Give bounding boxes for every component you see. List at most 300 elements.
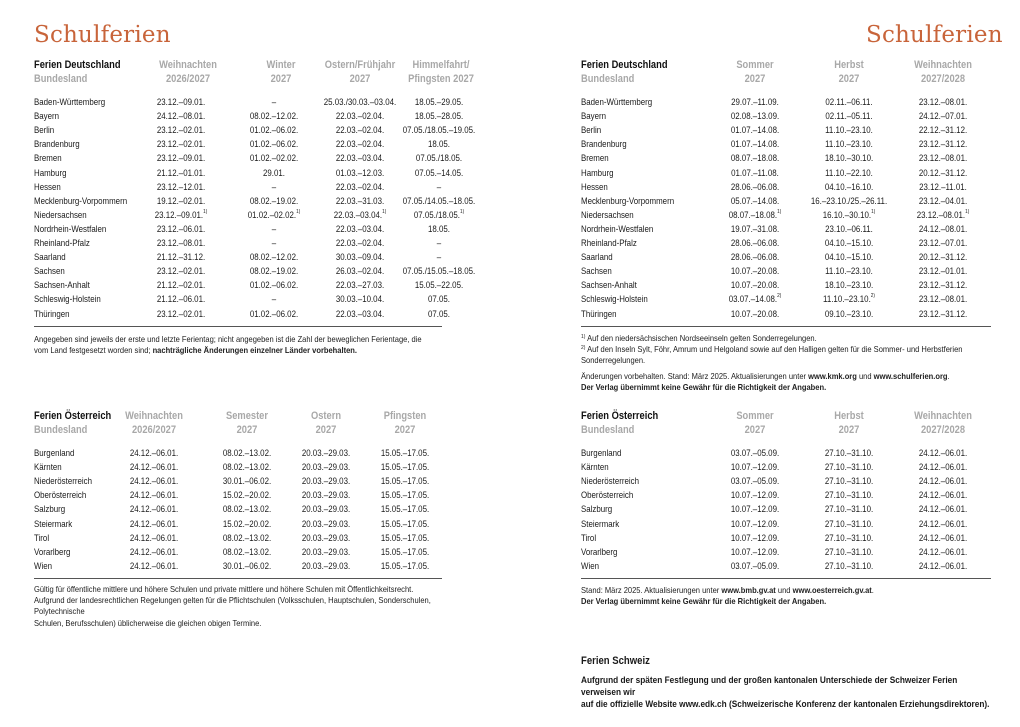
cell-text: 24.12.–06.01.	[918, 546, 968, 557]
cell-date	[797, 559, 900, 573]
cell-date	[129, 166, 232, 180]
link-schulferien[interactable]: www.schulferien.org	[873, 370, 948, 381]
cell-text: 10.07.–20.08.	[730, 308, 780, 319]
cell-date	[102, 446, 205, 460]
table-rule	[581, 578, 991, 579]
footnote-mark: 1)	[965, 208, 970, 215]
header-line-2: 2027/2028	[920, 72, 966, 85]
cell-date	[797, 250, 900, 264]
cell-text: Bremen	[34, 153, 62, 164]
cell-region	[34, 208, 87, 222]
header-column-4	[388, 59, 494, 86]
cell-text: 24.12.–06.01.	[129, 518, 179, 529]
cell-text: 18.10.–23.10.	[824, 280, 874, 291]
table-row	[34, 180, 442, 194]
cell-text: –	[271, 97, 277, 107]
cell-date	[703, 194, 806, 208]
cell-text: 22.03.–02.04.	[335, 111, 385, 122]
cell-text: 29.07.–11.09.	[731, 97, 779, 107]
cell-text: 01.02.–02.02.	[249, 153, 299, 164]
cell-text: 24.12.–06.01.	[918, 532, 968, 543]
cell-text: –	[271, 181, 277, 192]
cell-text: 02.11.–06.11.	[825, 97, 873, 107]
cell-text: Saarland	[581, 252, 613, 263]
cell-date	[797, 307, 900, 321]
cell-text: 20.03.–29.03.	[301, 448, 351, 458]
header-line-2: 2026/2027	[165, 72, 211, 85]
cell-region	[34, 488, 86, 502]
cell-text: 15.05.–17.05.	[380, 448, 430, 458]
cell-date	[797, 166, 900, 180]
cell-text: Hamburg	[581, 167, 614, 178]
cell-text: Schleswig-Holstein	[34, 294, 101, 305]
cell-text: Bayern	[34, 111, 60, 122]
header-line-2: Bundesland	[34, 72, 88, 85]
cell-date	[703, 222, 806, 236]
cell-date	[703, 545, 806, 559]
cell-text: 08.02.–12.02.	[249, 252, 299, 263]
cell-date	[129, 123, 232, 137]
cell-date	[891, 137, 994, 151]
cell-text: 10.07.–12.09.	[730, 532, 780, 543]
cell-text: 23.12.–11.01.	[919, 181, 967, 192]
cell-text: 22.03.–03.04.	[335, 153, 385, 164]
cell-date	[891, 517, 994, 531]
cell-region	[581, 460, 609, 474]
footnote-mark: 1)	[777, 208, 782, 215]
table-row	[34, 292, 450, 306]
cell-date	[703, 531, 806, 545]
cell-text: 20.12.–31.12.	[918, 252, 968, 263]
cell-date	[797, 123, 900, 137]
cell-date	[353, 559, 456, 573]
header-line-2: 2027/2028	[920, 423, 966, 436]
cell-text: 10.07.–12.09.	[730, 518, 780, 529]
cell-text: 20.03.–29.03.	[301, 462, 351, 473]
cell-text: Berlin	[581, 125, 602, 136]
table-row	[581, 151, 991, 165]
cell-date	[891, 559, 994, 573]
cell-text: Vorarlberg	[34, 546, 71, 557]
cell-text: 04.10.–15.10.	[824, 238, 874, 248]
cell-text: 18.05.–28.05.	[414, 111, 464, 122]
cell-region	[581, 278, 637, 292]
cell-text: 01.07.–14.08.	[730, 139, 780, 150]
cell-text: 15.05.–17.05.	[380, 546, 430, 557]
cell-date	[891, 151, 994, 165]
cell-date	[891, 545, 994, 559]
cell-text: 23.12.–02.01.	[156, 125, 206, 136]
table-row	[581, 180, 991, 194]
cell-date	[387, 95, 490, 109]
table-row	[581, 488, 991, 502]
cell-text: 10.07.–12.09.	[730, 462, 780, 473]
cell-text: 20.03.–29.03.	[301, 476, 351, 487]
cell-date	[703, 95, 806, 109]
table-austria-left	[34, 410, 442, 571]
header-line-1: Pfingsten	[383, 410, 427, 422]
table-row	[581, 307, 991, 321]
cell-date	[387, 292, 490, 306]
header-line-1: Herbst	[834, 59, 864, 71]
disclaimer: Der Verlag übernimmt keine Gewähr für die Richtigkeit der Angaben.	[581, 381, 827, 392]
cell-region	[34, 446, 74, 460]
cell-text: 24.12.–06.01.	[918, 476, 968, 487]
cell-text: 22.03.–02.04.	[335, 238, 385, 248]
table-austria-right	[581, 410, 991, 571]
header-region	[581, 410, 658, 437]
update-note: Änderungen vorbehalten. Stand: März 2025. Aktualisierungen unter	[581, 370, 809, 381]
cell-text: Sachsen	[34, 266, 65, 277]
cell-text: 26.03.–02.04.	[335, 266, 385, 277]
table-row	[581, 250, 991, 264]
cell-text: 01.02.–06.02.	[249, 280, 299, 291]
cell-date	[797, 95, 900, 109]
cell-text: 08.07.–18.08.	[728, 209, 778, 220]
cell-date	[891, 460, 994, 474]
link-kmk[interactable]: www.kmk.org	[808, 370, 857, 381]
cell-region	[34, 95, 105, 109]
cell-date	[129, 236, 232, 250]
cell-region	[34, 307, 70, 321]
cell-text: 24.12.–07.01.	[918, 111, 968, 122]
footnote-2-mark: 2)	[581, 345, 586, 352]
cell-text: 07.05./15.05.–18.05.	[402, 266, 476, 277]
cell-date	[797, 236, 900, 250]
cell-date	[102, 517, 205, 531]
table-row	[34, 488, 442, 502]
header-line-2: Bundesland	[34, 423, 88, 436]
cell-text: –	[436, 181, 442, 192]
table-row	[34, 517, 442, 531]
cell-date	[703, 307, 806, 321]
cell-date	[797, 488, 900, 502]
link-oesterreich[interactable]: www.oesterreich.gv.at	[792, 585, 872, 595]
cell-text: 23.12.–06.01.	[156, 223, 206, 234]
cell-date	[102, 488, 205, 502]
cell-text: Sachsen-Anhalt	[581, 280, 637, 291]
cell-text: 25.03./30.03.–03.04.	[323, 97, 397, 107]
cell-text: 24.12.–06.01.	[129, 490, 179, 501]
note-austria-right	[581, 585, 986, 607]
cell-date	[797, 474, 900, 488]
cell-text: 27.10.–31.10.	[824, 504, 874, 515]
header-column-2	[796, 410, 902, 437]
update-note: Stand: März 2025. Aktualisierungen unter	[581, 585, 722, 595]
cell-text: 28.06.–06.08.	[730, 252, 780, 263]
cell-date	[797, 151, 900, 165]
cell-text: 10.07.–12.09.	[730, 546, 780, 557]
cell-text: 23.12.–01.01.	[918, 266, 968, 277]
cell-region	[34, 474, 92, 488]
header-line-1: Herbst	[834, 410, 864, 422]
cell-date	[703, 208, 806, 222]
cell-text: Hessen	[581, 181, 608, 192]
cell-text: Niedersachsen	[34, 209, 87, 220]
cell-text: 01.03.–12.03.	[335, 167, 385, 178]
cell-text: 08.02.–12.02.	[249, 111, 299, 122]
cell-text: Salzburg	[34, 504, 66, 515]
cell-text: Salzburg	[581, 504, 613, 515]
cell-text: 28.06.–06.08.	[730, 238, 780, 248]
cell-text: Rheinland-Pfalz	[581, 238, 637, 248]
cell-date	[891, 166, 994, 180]
cell-text: Vorarlberg	[581, 546, 618, 557]
cell-date	[353, 545, 456, 559]
cell-text: 15.05.–17.05.	[380, 462, 430, 473]
cell-text: 07.05./18.05.–19.05.	[402, 125, 476, 136]
cell-date	[102, 531, 205, 545]
header-line-2: 2027	[744, 423, 766, 436]
cell-date	[703, 460, 806, 474]
cell-text: 23.12.–31.12.	[918, 280, 968, 291]
header-line-1: Ostern	[310, 410, 342, 422]
cell-text: 20.03.–29.03.	[301, 518, 351, 529]
cell-text: –	[436, 238, 442, 248]
table-rule	[34, 578, 442, 579]
table-row	[581, 166, 991, 180]
cell-region	[34, 151, 62, 165]
cell-text: Saarland	[34, 252, 66, 263]
cell-region	[581, 517, 619, 531]
cell-text: Bremen	[581, 153, 609, 164]
switzerland-title: Ferien Schweiz	[581, 655, 650, 667]
cell-text: 08.02.–13.02.	[222, 546, 272, 557]
table-row	[581, 502, 991, 516]
cell-date	[703, 559, 806, 573]
cell-text: 22.03.–03.04.	[335, 223, 385, 234]
cell-region	[581, 250, 613, 264]
cell-text: Sachsen-Anhalt	[34, 280, 90, 291]
cell-region	[34, 559, 52, 573]
cell-text: 03.07.–05.09.	[730, 448, 780, 458]
cell-text: Oberösterreich	[34, 490, 87, 501]
cell-date	[891, 194, 994, 208]
cell-text: 24.12.–06.01.	[129, 546, 179, 557]
cell-date	[129, 208, 232, 222]
table-row	[34, 460, 442, 474]
table-row	[34, 208, 465, 222]
header-line-2: 2027	[394, 423, 416, 436]
cell-region	[581, 166, 614, 180]
cell-text: 23.12.–08.01.	[916, 209, 966, 220]
table-germany-right	[581, 59, 991, 319]
header-column-2	[796, 59, 902, 86]
cell-text: 01.02.–06.02.	[249, 139, 299, 150]
cell-date	[129, 250, 232, 264]
table-row	[34, 109, 464, 123]
cell-text: 01.02.–02.02.	[247, 209, 297, 220]
table-row	[581, 545, 991, 559]
cell-text: 01.02.–06.02.	[249, 125, 299, 136]
cell-text: 27.10.–31.10.	[824, 560, 874, 571]
note-text: Angegeben sind jeweils der erste und letzte Ferientag; nicht angegeben ist die Zahl der beweglichen Ferientage, die vom Land festgesetzt worden sind;	[34, 334, 422, 356]
cell-text: Tirol	[34, 532, 50, 543]
cell-date	[353, 502, 456, 516]
cell-date	[891, 208, 994, 222]
header-line-1: Ostern/Frühjahr	[324, 59, 396, 71]
cell-date	[891, 292, 994, 306]
header-line-1: Semester	[226, 410, 268, 422]
cell-region	[581, 180, 608, 194]
cell-text: 23.12.–08.01.	[918, 294, 968, 305]
cell-text: 08.02.–19.02.	[249, 266, 299, 277]
cell-text: 23.12.–31.12.	[918, 139, 968, 150]
cell-text: Hessen	[34, 181, 61, 192]
table-row	[34, 222, 450, 236]
cell-text: Kärnten	[581, 462, 609, 473]
cell-date	[891, 502, 994, 516]
footnote-mark: 2)	[777, 293, 782, 300]
cell-text: Schleswig-Holstein	[581, 294, 648, 305]
cell-text: 07.05.	[428, 294, 450, 305]
table-row	[581, 460, 991, 474]
cell-date	[891, 446, 994, 460]
cell-text: Berlin	[34, 125, 55, 136]
table-header	[581, 59, 991, 91]
cell-text: 30.03.–09.04.	[335, 252, 385, 263]
cell-region	[581, 474, 639, 488]
cell-text: 07.05.–14.05.	[414, 167, 464, 178]
cell-text: 24.12.–06.01.	[129, 532, 179, 543]
cell-text: 23.12.–12.01.	[156, 181, 206, 192]
cell-date	[703, 123, 806, 137]
cell-text: 21.12.–01.01.	[156, 167, 206, 178]
cell-region	[34, 460, 62, 474]
cell-text: Oberösterreich	[581, 490, 634, 501]
cell-text: 10.07.–12.09.	[730, 504, 780, 515]
cell-text: 20.03.–29.03.	[301, 490, 351, 501]
cell-date	[387, 236, 490, 250]
header-line-1: Weihnachten	[159, 59, 217, 71]
cell-text: 27.10.–31.10.	[824, 490, 874, 501]
table-row	[34, 531, 442, 545]
cell-text: 22.03.–02.04.	[335, 125, 385, 136]
cell-region	[581, 446, 621, 460]
table-germany-left	[34, 59, 476, 319]
cell-text: 20.03.–29.03.	[301, 504, 351, 515]
cell-text: 15.02.–20.02.	[222, 518, 272, 529]
cell-text: –	[271, 238, 277, 248]
cell-text: 07.05./18.05.	[413, 209, 460, 220]
cell-text: –	[436, 252, 442, 263]
note-bold-text: nachträgliche Änderungen einzelner Länder vorbehalten.	[152, 345, 357, 356]
cell-region	[34, 180, 61, 194]
switzerland-text	[581, 674, 995, 710]
cell-text: 08.02.–13.02.	[222, 448, 272, 458]
cell-text: 07.05./14.05.–18.05.	[402, 195, 476, 206]
header-line-2: 2027	[838, 72, 860, 85]
table-row	[581, 194, 991, 208]
footnote-2-text: Auf den Inseln Sylt, Föhr, Amrum und Helgoland sowie auf den Halligen gelten für die Sommer- und Herbstferien Sonderregelungen.	[581, 344, 963, 366]
header-region	[581, 59, 668, 86]
table-header	[34, 410, 442, 442]
cell-date	[891, 264, 994, 278]
footnote-mark: 1)	[296, 208, 301, 215]
cell-text: Wien	[34, 560, 53, 571]
cell-date	[129, 292, 232, 306]
cell-region	[581, 95, 652, 109]
cell-date	[703, 109, 806, 123]
cell-date	[129, 307, 232, 321]
cell-text: 10.07.–20.08.	[730, 266, 780, 277]
cell-text: 23.12.–08.01.	[918, 153, 968, 164]
cell-text: 22.03.–31.03.	[335, 195, 385, 206]
cell-text: 11.10.–23.10.	[825, 266, 873, 277]
cell-text: 11.10.–23.10.	[825, 139, 873, 150]
cell-text: 03.07.–05.09.	[730, 560, 780, 571]
cell-date	[353, 474, 456, 488]
header-line-1: Winter	[266, 59, 296, 71]
cell-text: 20.03.–29.03.	[301, 560, 351, 571]
cell-date	[797, 208, 900, 222]
cell-date	[891, 236, 994, 250]
cell-text: Nordrhein-Westfalen	[581, 223, 654, 234]
cell-text: 27.10.–31.10.	[824, 462, 874, 473]
cell-date	[353, 488, 456, 502]
cell-date	[102, 559, 205, 573]
cell-text: 23.12.–09.01.	[154, 209, 204, 220]
cell-date	[891, 488, 994, 502]
period: .	[947, 370, 950, 381]
switzerland-line-2: auf die offizielle Website www.edk.ch (Schweizerische Konferenz der kantonalen Erziehungsdirektoren).	[581, 699, 990, 709]
cell-date	[387, 250, 490, 264]
cell-text: 18.05.–29.05.	[414, 97, 464, 107]
cell-text: 04.10.–15.10.	[824, 252, 874, 263]
cell-text: 23.10.–06.11.	[825, 223, 873, 234]
cell-date	[387, 194, 490, 208]
cell-region	[34, 278, 90, 292]
cell-text: 24.12.–06.01.	[129, 448, 179, 458]
footnote-mark: 1)	[382, 208, 387, 215]
cell-date	[891, 180, 994, 194]
cell-text: 03.07.–05.09.	[730, 476, 780, 487]
table-row	[34, 307, 450, 321]
header-column-1	[101, 410, 207, 437]
cell-text: Brandenburg	[34, 139, 80, 150]
cell-date	[891, 307, 994, 321]
cell-date	[797, 264, 900, 278]
header-line-2: Bundesland	[581, 423, 635, 436]
header-line-1: Himmelfahrt/	[412, 59, 470, 71]
cell-text: 10.07.–12.09.	[730, 490, 780, 501]
cell-text: 21.12.–06.01.	[156, 294, 206, 305]
cell-text: 22.03.–02.04.	[335, 181, 385, 192]
link-bmb[interactable]: www.bmb.gv.at	[721, 585, 776, 595]
table-row	[34, 95, 464, 109]
cell-text: Kärnten	[34, 462, 62, 473]
header-line-2: 2027	[838, 423, 860, 436]
header-line-1: Ferien Deutschland	[34, 59, 121, 71]
cell-date	[129, 95, 232, 109]
cell-text: Niederösterreich	[581, 476, 639, 487]
cell-text: 21.12.–02.01.	[156, 280, 206, 291]
table-row	[581, 278, 991, 292]
cell-text: Niedersachsen	[581, 209, 634, 220]
cell-date	[387, 222, 490, 236]
table-row	[34, 264, 476, 278]
cell-date	[387, 109, 490, 123]
cell-text: Bayern	[581, 111, 607, 122]
cell-text: 24.12.–08.01.	[918, 223, 968, 234]
cell-date	[129, 151, 232, 165]
cell-region	[581, 264, 612, 278]
cell-text: 18.05.	[428, 223, 450, 234]
cell-date	[797, 531, 900, 545]
cell-text: Mecklenburg-Vorpommern	[34, 195, 128, 206]
table-row	[34, 151, 463, 165]
header-line-2: 2027	[744, 72, 766, 85]
